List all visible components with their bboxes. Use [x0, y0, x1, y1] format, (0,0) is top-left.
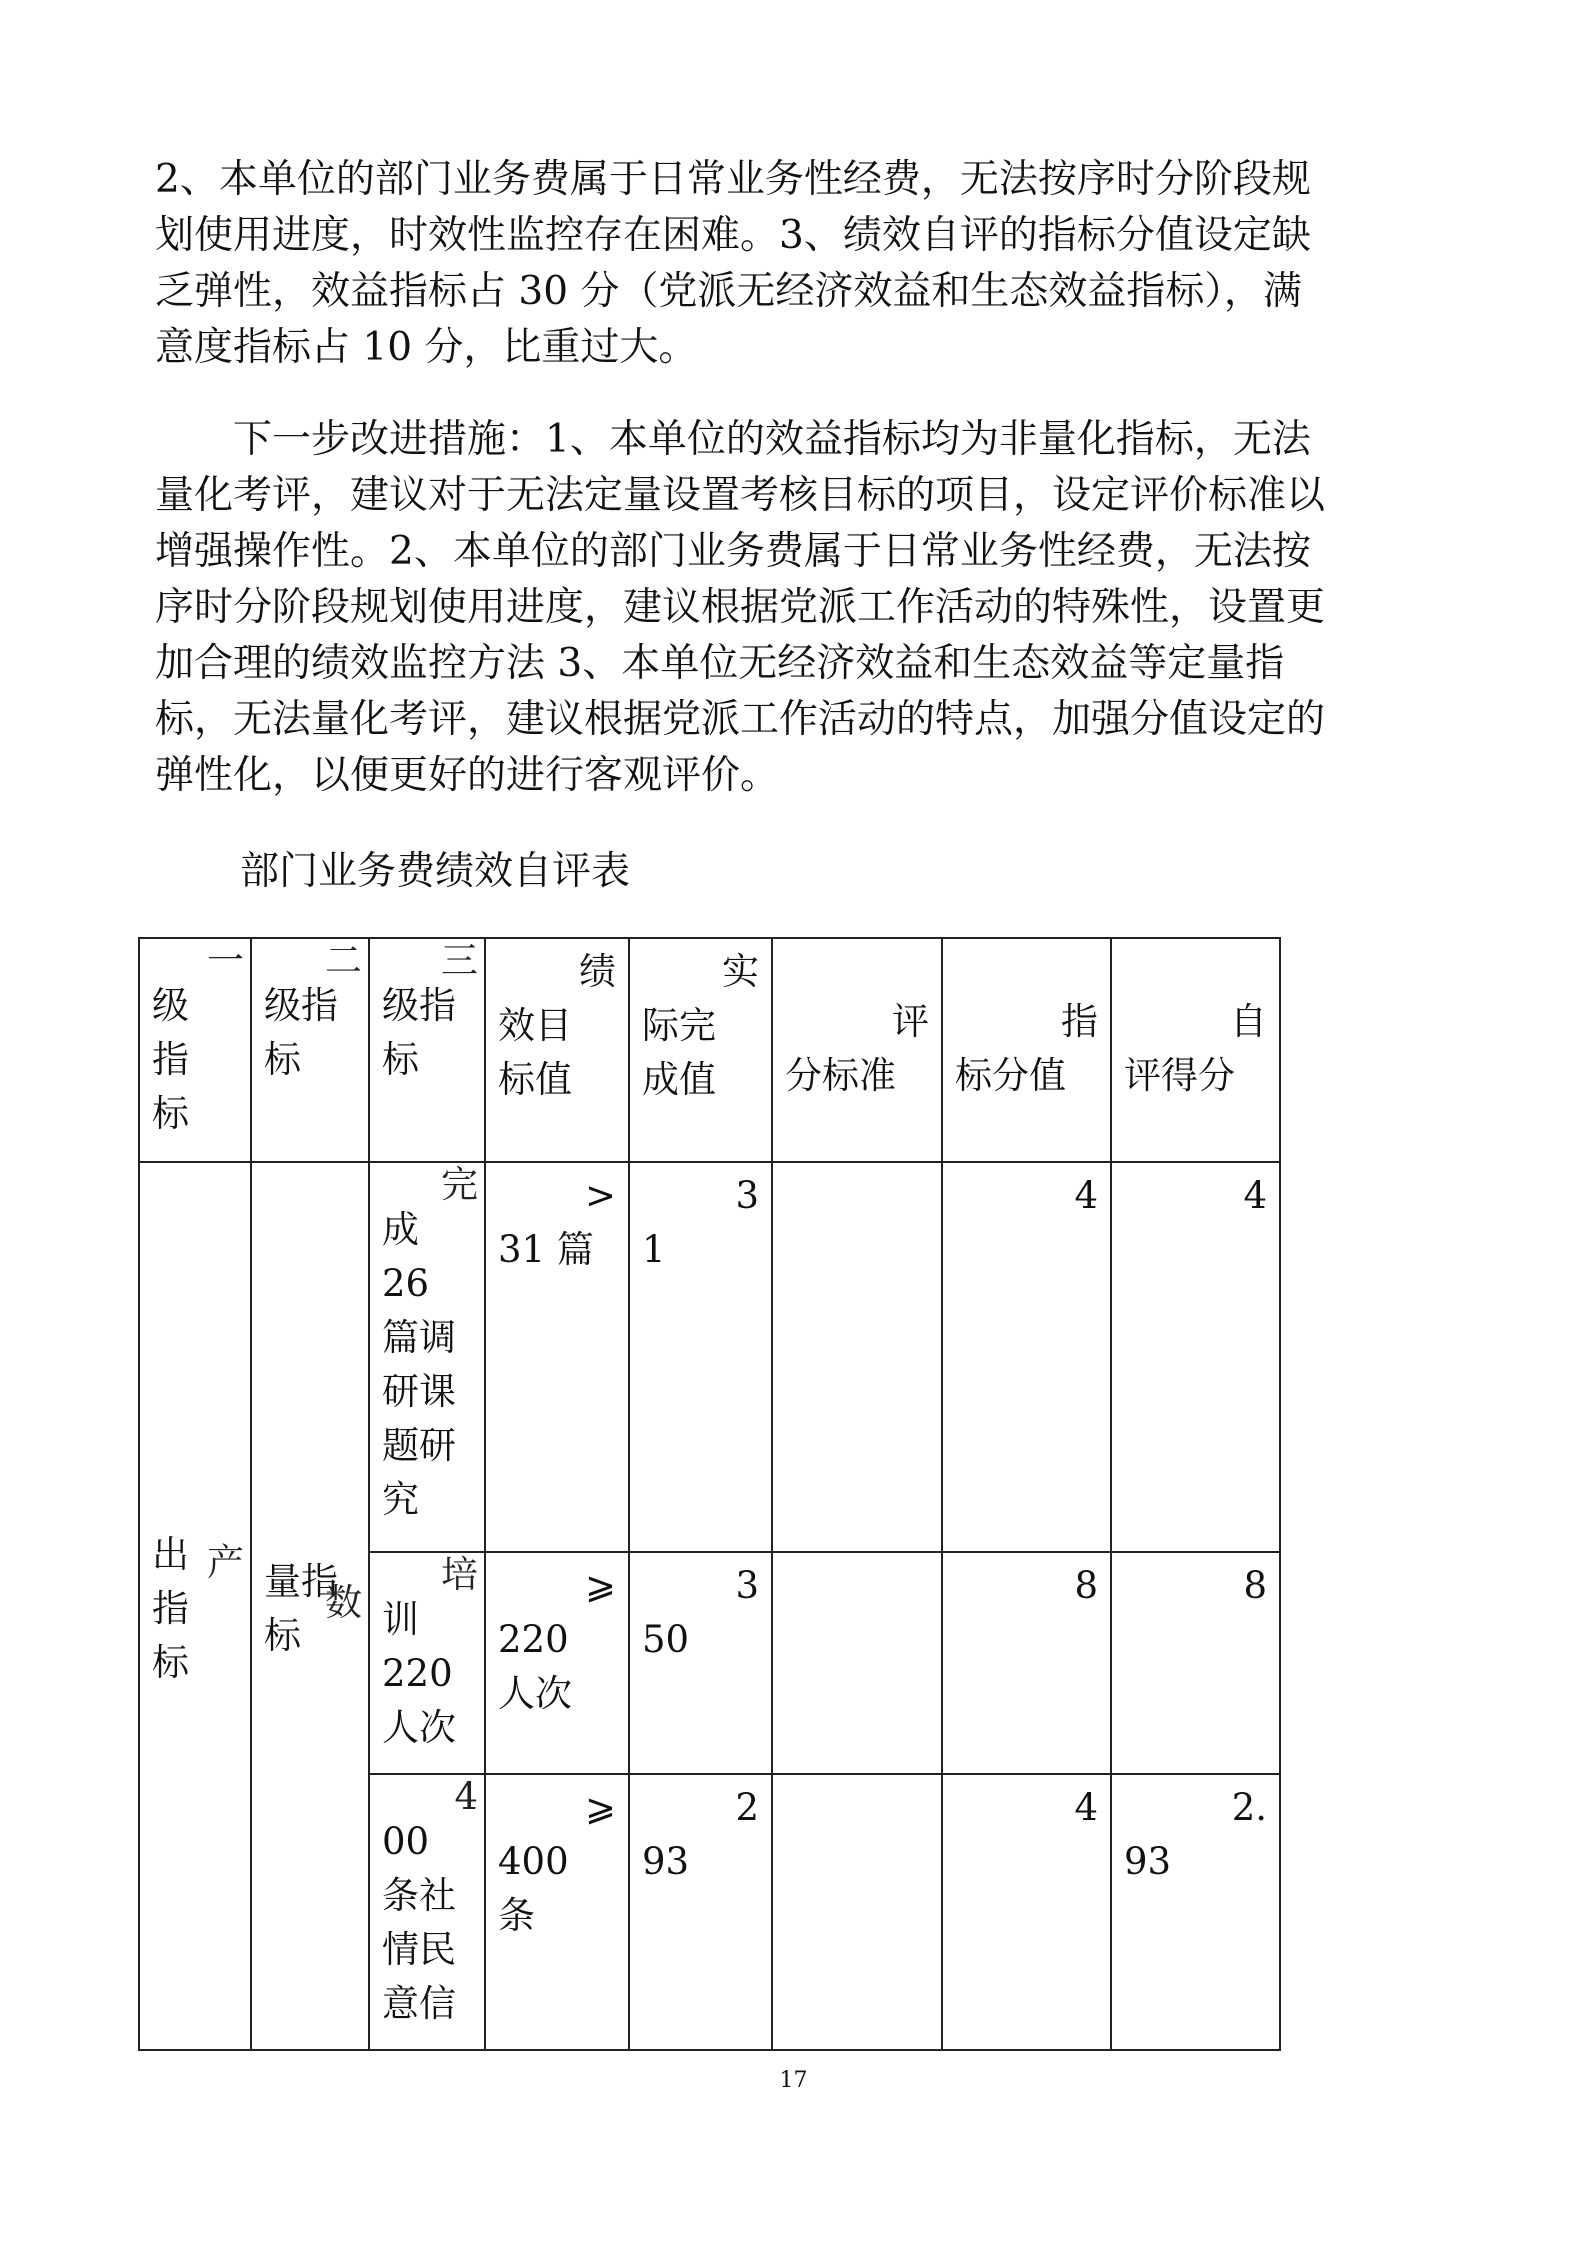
level3-indicator-cell: 4 00 条社 情民 意信	[369, 1774, 485, 2050]
header-scoring-criteria: 评 分标准	[772, 938, 942, 1162]
indicator-weight-cell: 8	[942, 1552, 1111, 1774]
scoring-criteria-cell	[772, 1774, 942, 2050]
scoring-criteria-cell	[772, 1552, 942, 1774]
text-line: 下一步改进措施：1、本单位的效益指标均为非量化指标，无法	[233, 417, 1311, 462]
header-self-score: 自 评得分	[1111, 938, 1280, 1162]
target-value-cell: > 31 篇	[485, 1162, 629, 1552]
page-number: 17	[779, 2068, 808, 2093]
header-level3-indicator: 三 级指 标	[369, 938, 485, 1162]
text-line: 标，无法量化考评，建议根据党派工作活动的特点，加强分值设定的	[155, 697, 1326, 742]
level2-quantity-indicator: 数 量指 标	[251, 1162, 369, 2050]
target-value-cell: ⩾ 400 条	[485, 1774, 629, 2050]
problems-paragraph	[155, 152, 1445, 376]
self-score-cell: 8	[1111, 1552, 1280, 1774]
text-line: 增强操作性。2、本单位的部门业务费属于日常业务性经费，无法按	[155, 529, 1311, 574]
self-score-cell: 4	[1111, 1162, 1280, 1552]
performance-table	[138, 937, 1281, 2051]
header-level2-indicator: 二 级指 标	[251, 938, 369, 1162]
text-line: 划使用进度，时效性监控存在困难。3、绩效自评的指标分值设定缺	[155, 213, 1311, 258]
scoring-criteria-cell	[772, 1162, 942, 1552]
header-target-value: 绩 效目 标值	[485, 938, 629, 1162]
target-value-cell: ⩾ 220 人次	[485, 1552, 629, 1774]
actual-value-cell: 3 1	[629, 1162, 772, 1552]
table-title: 部门业务费绩效自评表	[240, 849, 631, 894]
text-line: 2、本单位的部门业务费属于日常业务性经费，无法按序时分阶段规	[155, 157, 1311, 202]
header-actual-value: 实 际完 成值	[629, 938, 772, 1162]
header-row	[139, 938, 1280, 1162]
text-line: 序时分阶段规划使用进度，建议根据党派工作活动的特殊性，设置更	[155, 585, 1326, 630]
text-line: 意度指标占 10 分，比重过大。	[155, 325, 698, 370]
text-line: 乏弹性，效益指标占 30 分（党派无经济效益和生态效益指标），满	[155, 269, 1302, 314]
actual-value-cell: 3 50	[629, 1552, 772, 1774]
header-indicator-weight: 指 标分值	[942, 938, 1111, 1162]
table-row	[139, 1162, 1280, 1552]
text-line: 量化考评，建议对于无法定量设置考核目标的项目，设定评价标准以	[155, 473, 1326, 518]
actual-value-cell: 2 93	[629, 1774, 772, 2050]
text-line: 加合理的绩效监控方法 3、本单位无经济效益和生态效益等定量指	[155, 641, 1285, 686]
indicator-weight-cell: 4	[942, 1774, 1111, 2050]
level1-output-indicator: 产 出 指 标	[139, 1162, 251, 2050]
header-level1-indicator: 一 级 指 标	[139, 938, 251, 1162]
indicator-weight-cell: 4	[942, 1162, 1111, 1552]
text-line: 弹性化，以便更好的进行客观评价。	[155, 753, 780, 798]
level3-indicator-cell: 培 训 220 人次	[369, 1552, 485, 1774]
self-score-cell: 2. 93	[1111, 1774, 1280, 2050]
level3-indicator-cell: 完 成 26 篇调 研课 题研 究	[369, 1162, 485, 1552]
improvements-paragraph	[155, 412, 1445, 804]
